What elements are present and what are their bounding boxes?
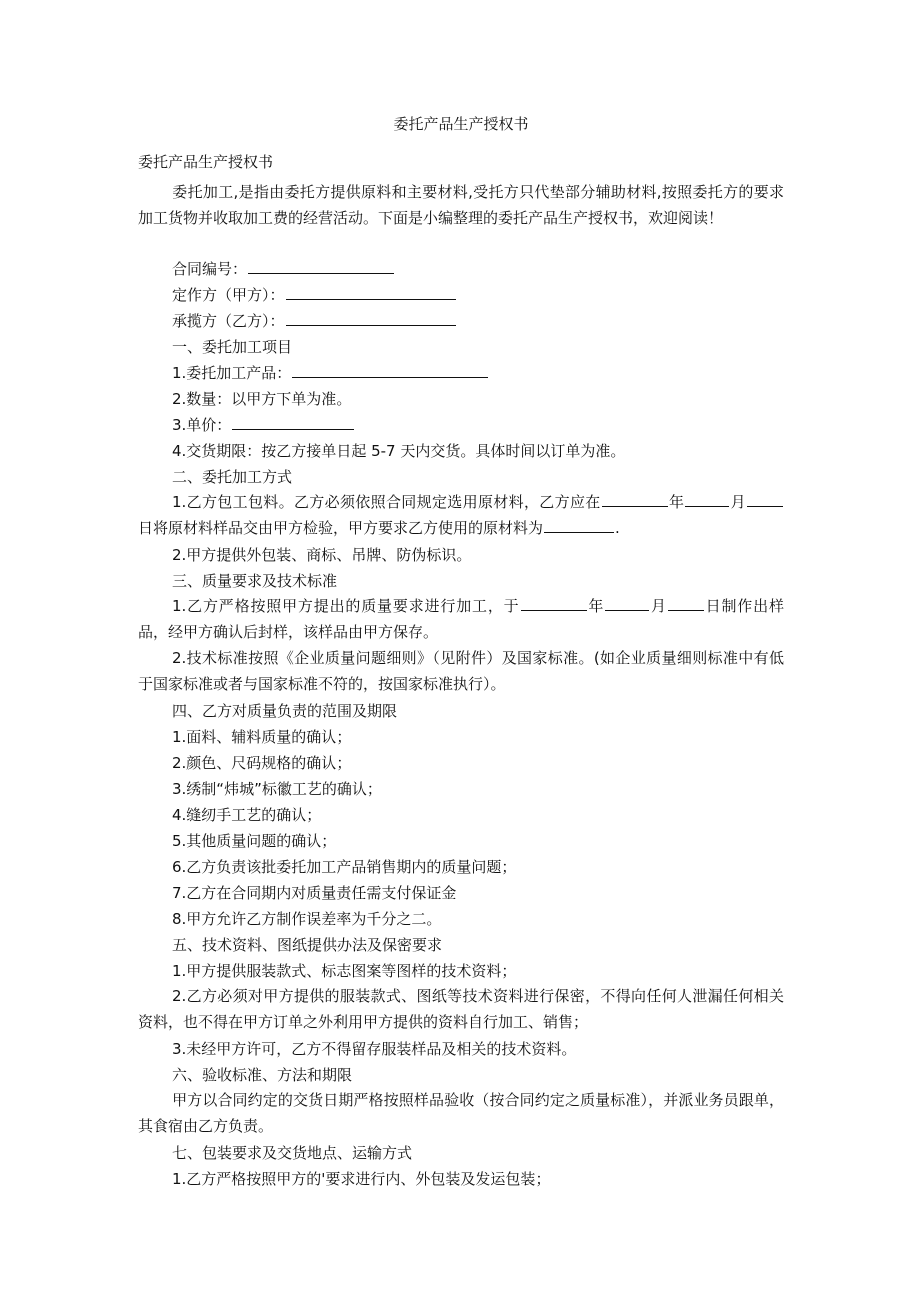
intro-paragraph bbox=[138, 179, 784, 231]
contract-number-blank bbox=[248, 259, 394, 274]
section-4-item-1: 1.面料、辅料质量的确认； bbox=[172, 728, 352, 746]
party-b-field: 承揽方（乙方）： bbox=[172, 311, 457, 331]
section-1-heading: 一、委托加工项目 bbox=[172, 338, 293, 356]
intro-text: 委托加工,是指由委托方提供原料和主要材料,受托方只代垫部分辅助材料,按照委托方的要求加工货物并收取加工费的经营活动。下面是小编整理的委托产品生产授权书，欢迎阅读！ bbox=[138, 183, 784, 227]
party-a-blank bbox=[286, 285, 456, 300]
section-2-item-2: 2.甲方提供外包装、商标、吊牌、防伪标识。 bbox=[172, 546, 472, 564]
section-1-item-2: 2.数量：以甲方下单为准。 bbox=[172, 390, 352, 408]
section-4-item-5: 5.其他质量问题的确认； bbox=[172, 832, 337, 850]
section-5-heading: 五、技术资料、图纸提供办法及保密要求 bbox=[172, 936, 443, 954]
section-1-item-1: 1.委托加工产品： bbox=[172, 363, 489, 383]
section-3-item-2: 2.技术标准按照《企业质量问题细则》（见附件）及国家标准。(如企业质量细则标准中有低于国家标准或者与国家标准不符的，按国家标准执行）。 bbox=[138, 649, 784, 693]
section-2-item-1: 1.乙方包工包料。乙方必须依照合同规定选用原材料，乙方应在 年 月日将原材料样品交由甲方检验，甲方要求乙方使用的原材料为 . bbox=[138, 489, 784, 541]
section-4-heading: 四、乙方对质量负责的范围及期限 bbox=[172, 702, 398, 720]
section-3-heading: 三、质量要求及技术标准 bbox=[172, 572, 338, 590]
section-6-paragraph: 甲方以合同约定的交货日期严格按照样品验收（按合同约定之质量标准），并派业务员跟单，其食宿由乙方负责。 bbox=[138, 1091, 784, 1135]
section-4-item-3: 3.绣制“炜城”标徽工艺的确认； bbox=[172, 780, 382, 798]
section-5-item-2: 2.乙方必须对甲方提供的服装款式、图纸等技术资料进行保密，不得向任何人泄漏任何相关资料，也不得在甲方订单之外利用甲方提供的资料自行加工、销售； bbox=[138, 987, 784, 1031]
section-2-heading: 二、委托加工方式 bbox=[172, 468, 293, 486]
section-4-item-4: 4.缝纫手工艺的确认； bbox=[172, 806, 322, 824]
section-4-item-6: 6.乙方负责该批委托加工产品销售期内的质量问题； bbox=[172, 858, 517, 876]
document-subtitle: 委托产品生产授权书 bbox=[138, 153, 274, 171]
party-b-blank bbox=[286, 311, 456, 326]
section-1-item-3: 3.单价： bbox=[172, 415, 355, 435]
section-6-heading: 六、验收标准、方法和期限 bbox=[172, 1066, 353, 1084]
section-3-item-1: 1.乙方严格按照甲方提出的质量要求进行加工，于 年 月 日制作出样品，经甲方确认后封样，该样品由甲方保存。 bbox=[138, 597, 784, 641]
section-1-item-4: 4.交货期限：按乙方接单日起 5-7 天内交货。具体时间以订单为准。 bbox=[172, 442, 626, 460]
section-5-item-1: 1.甲方提供服装款式、标志图案等图样的技术资料； bbox=[172, 962, 517, 980]
section-4-item-2: 2.颜色、尺码规格的确认； bbox=[172, 754, 352, 772]
section-7-heading: 七、包装要求及交货地点、运输方式 bbox=[172, 1144, 413, 1162]
party-a-field: 定作方（甲方）： bbox=[172, 285, 457, 305]
unit-price-blank bbox=[232, 415, 354, 430]
document-title: 委托产品生产授权书 bbox=[393, 115, 529, 133]
product-blank bbox=[292, 363, 488, 378]
section-4-item-8: 8.甲方允许乙方制作误差率为千分之二。 bbox=[172, 910, 442, 928]
contract-number-field: 合同编号： bbox=[172, 259, 395, 279]
section-7-item-1: 1.乙方严格按照甲方的'要求进行内、外包装及发运包装； bbox=[172, 1170, 551, 1188]
section-4-item-7: 7.乙方在合同期内对质量责任需支付保证金 bbox=[172, 884, 457, 902]
section-5-item-3: 3.未经甲方许可，乙方不得留存服装样品及相关的技术资料。 bbox=[172, 1040, 577, 1058]
